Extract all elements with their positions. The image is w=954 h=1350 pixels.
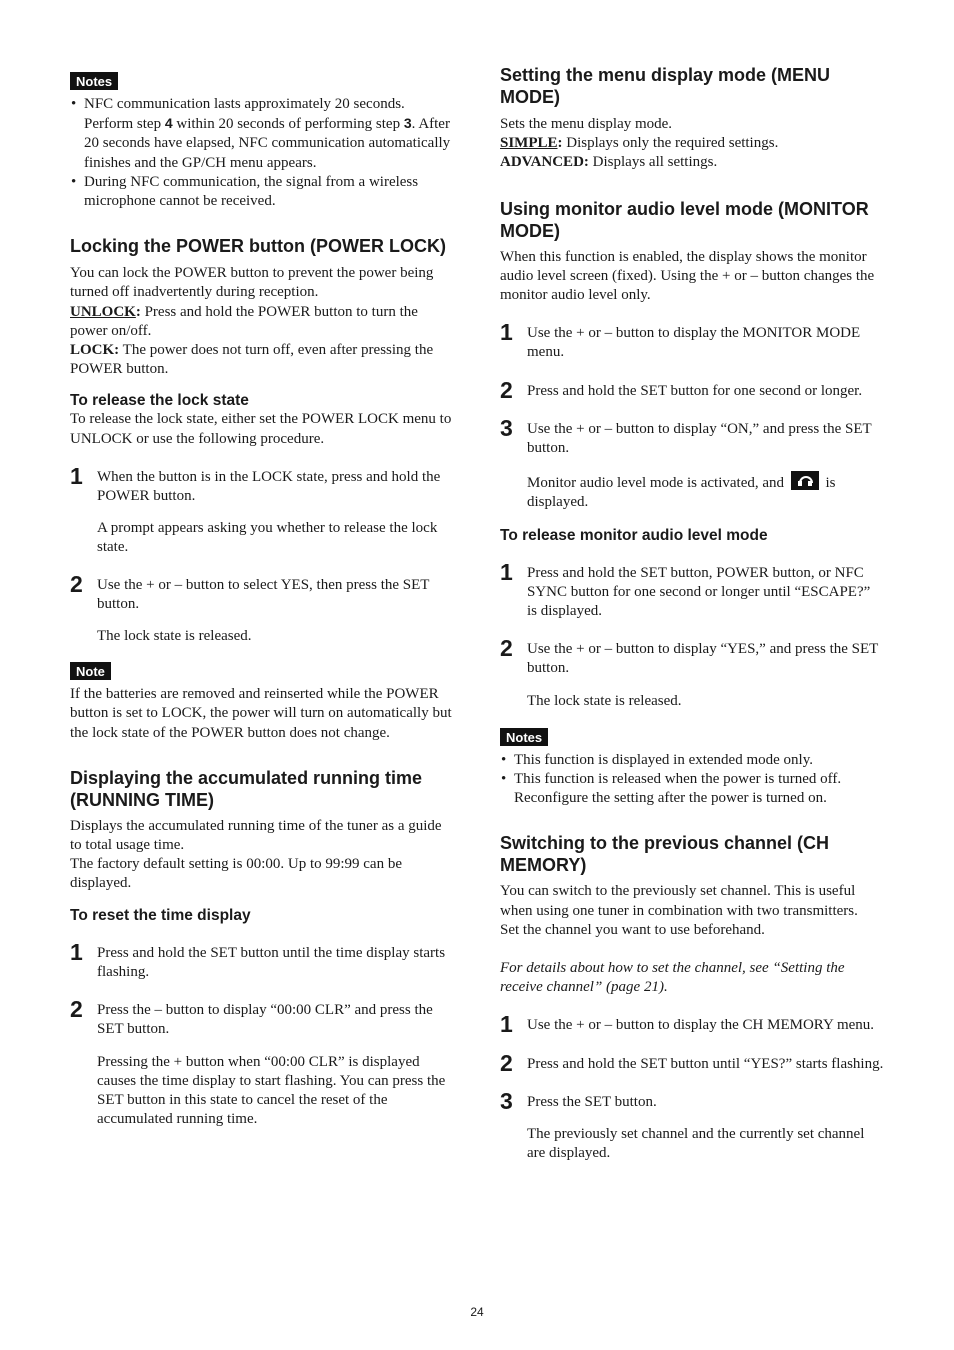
- step-number: 1: [500, 319, 513, 346]
- section-title-power-lock: Locking the POWER button (POWER LOCK): [70, 236, 446, 257]
- note-text: If the batteries are removed and reinserted while the POWER button is set to LOCK, the power will turn on automatically but the lock state of the POWER button does not change.: [70, 686, 452, 741]
- step: 1 Use the + or – button to display the CH MEMORY menu.: [500, 1011, 875, 1038]
- step-result: A prompt appears asking you whether to release the lock state.: [97, 520, 438, 556]
- list-item: • This function is displayed in extended mode only.: [500, 751, 884, 770]
- step-number: 1: [500, 558, 513, 585]
- step: 1 When the button is in the LOCK state, press and hold the POWER button.: [70, 462, 441, 505]
- lock-description: LOCK: The power does not turn off, even after pressing the POWER button.: [70, 342, 434, 378]
- notes-label: Notes: [70, 72, 118, 90]
- step-number: 2: [70, 996, 83, 1023]
- step: 1 Use the + or – button to display the MONITOR MODE menu.: [500, 319, 861, 361]
- step-number: 1: [500, 1011, 513, 1038]
- left-column: [70, 64, 454, 1129]
- headphones-icon: [791, 471, 819, 490]
- step-number: 2: [70, 570, 83, 597]
- subsection-title-release-monitor: To release monitor audio level mode: [500, 526, 768, 544]
- list-item: • NFC communication lasts approximately 20 seconds. Perform step 4 within 20 seconds of performing step 3. After 20 seconds have elapsed, NFC communication automatically finishes and the GP/CH menu appears.: [70, 95, 454, 173]
- notes-list: [500, 751, 884, 809]
- step: 1 Press and hold the SET button, POWER button, or NFC SYNC button for one second or longer until “ESCAPE?” is displayed.: [500, 558, 871, 620]
- step-number: 1: [70, 938, 83, 965]
- notes-label: Notes: [500, 728, 548, 746]
- step: 2 Use the + or – button to display “YES,” and press the SET button.: [500, 635, 879, 677]
- simple-description: SIMPLE: Displays only the required settings.: [500, 135, 779, 152]
- cross-reference: For details about how to set the channel, see “Setting the receive channel” (page 21).: [500, 960, 845, 996]
- paragraph: When this function is enabled, the display shows the monitor audio level screen (fixed). Using the + or – button changes the monitor audio level only.: [500, 248, 875, 304]
- subsection-title-release-lock: To release the lock state: [70, 392, 249, 410]
- step: 3 Use the + or – button to display “ON,” and press the SET button.: [500, 414, 872, 457]
- paragraph: You can lock the POWER button to prevent the power being turned off inadvertently during reception.: [70, 265, 434, 301]
- section-title-running-time: Displaying the accumulated running time (RUNNING TIME): [70, 767, 423, 810]
- list-item: • During NFC communication, the signal from a wireless microphone cannot be received.: [70, 173, 454, 211]
- step-number: 1: [70, 462, 83, 489]
- paragraph: Set the channel you want to use beforehand.: [500, 921, 765, 938]
- unlock-description: UNLOCK: Press and hold the POWER button to turn the power on/off.: [70, 303, 418, 339]
- paragraph: Displays the accumulated running time of the tuner as a guide to total usage time.: [70, 817, 442, 854]
- subsection-title-reset-time: To reset the time display: [70, 906, 251, 924]
- section-title-monitor-mode: Using monitor audio level mode (MONITOR MODE): [500, 198, 869, 241]
- step: 2 Press the – button to display “00:00 CLR” and press the SET button.: [70, 996, 433, 1038]
- step-result: Monitor audio level mode is activated, and is displayed.: [500, 471, 884, 512]
- section-title-menu-mode: Setting the menu display mode (MENU MODE): [500, 65, 831, 107]
- section-title-ch-memory: Switching to the previous channel (CH MEMORY): [500, 833, 830, 876]
- paragraph: The factory default setting is 00:00. Up to 99:99 can be displayed.: [70, 856, 402, 892]
- note-label: Note: [70, 662, 111, 680]
- step-number: 2: [500, 635, 513, 662]
- right-column: [500, 64, 884, 1164]
- paragraph: To release the lock state, either set the POWER LOCK menu to UNLOCK or use the following procedure.: [70, 411, 452, 447]
- step-result: The previously set channel and the currently set channel are displayed.: [527, 1126, 865, 1162]
- step: 1 Press and hold the SET button until the time display starts flashing.: [70, 938, 446, 980]
- step-result: The lock state is released.: [527, 692, 682, 709]
- step-number: 3: [500, 414, 513, 441]
- step-result: Pressing the + button when “00:00 CLR” is displayed causes the time display to start flashing. You can press the SET button in this state to cancel the reset of the accumulated running time.: [97, 1053, 446, 1128]
- list-item: • This function is released when the power is turned off. Reconfigure the setting after the power is turned on.: [500, 770, 884, 808]
- step: 2 Press and hold the SET button until “YES?” starts flashing.: [500, 1049, 884, 1076]
- step: 2 Press and hold the SET button for one second or longer.: [500, 376, 863, 403]
- notes-list: [70, 95, 454, 211]
- step-number: 2: [500, 376, 513, 403]
- paragraph: Sets the menu display mode.: [500, 116, 673, 132]
- paragraph: You can switch to the previously set channel. This is useful when using one tuner in combination with two transmitters.: [500, 883, 858, 919]
- step-number: 2: [500, 1049, 513, 1076]
- step: 2 Use the + or – button to select YES, then press the SET button.: [70, 570, 430, 612]
- advanced-description: ADVANCED: Displays all settings.: [500, 154, 718, 171]
- step-number: 3: [500, 1087, 513, 1114]
- page-number: 24: [470, 1305, 484, 1319]
- step-result: The lock state is released.: [97, 628, 252, 645]
- step: 3 Press the SET button.: [500, 1087, 657, 1114]
